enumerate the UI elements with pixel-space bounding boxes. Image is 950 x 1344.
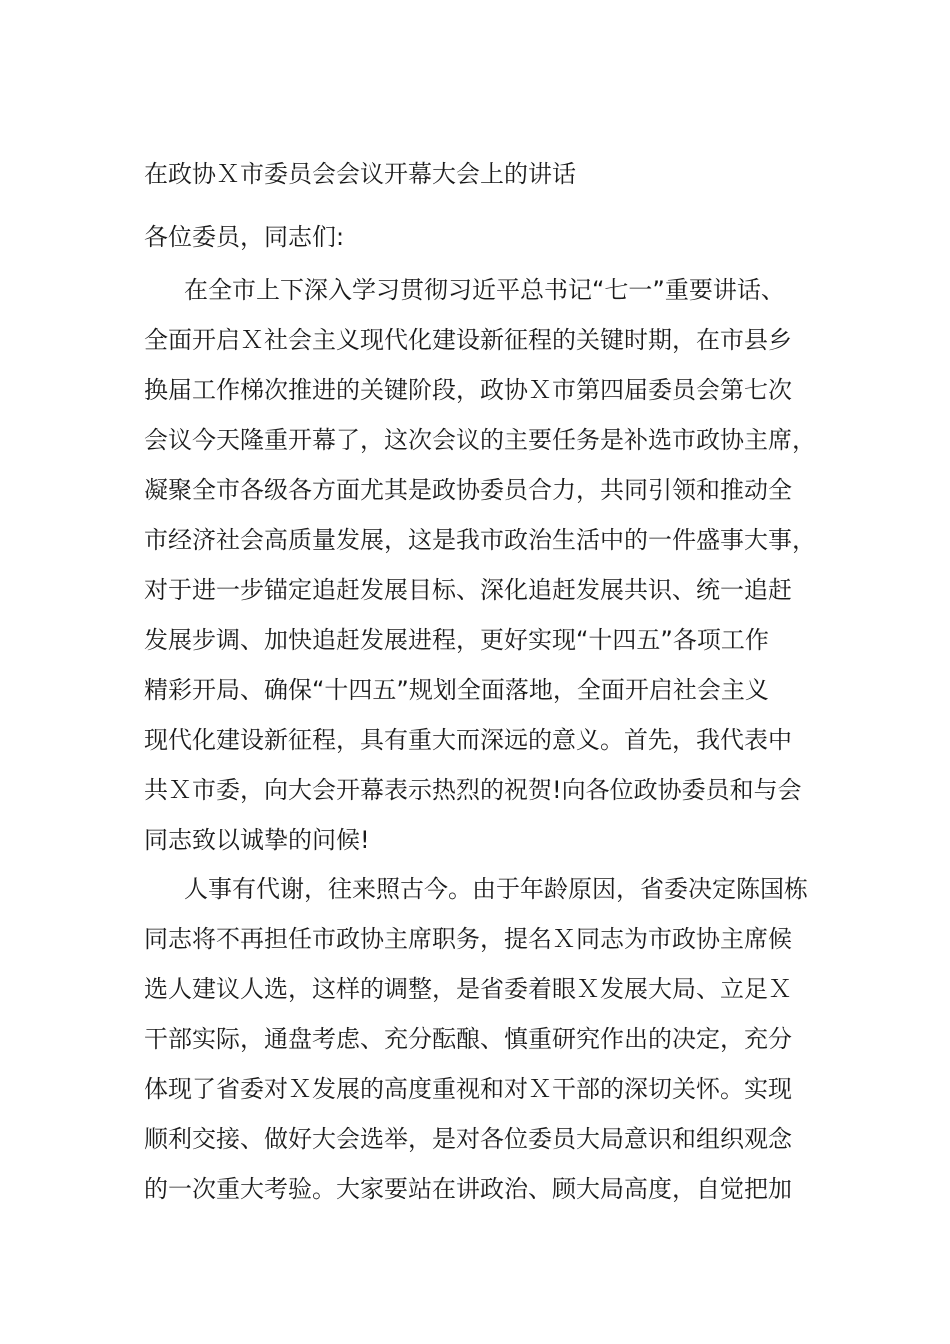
text-line: 对于进一步锚定追赶发展目标、深化追赶发展共识、统一追赶 — [144, 576, 792, 604]
text-line: 换届工作梯次推进的关键阶段，政协Ｘ市第四届委员会第七次 — [144, 376, 792, 404]
text-line: 的一次重大考验。大家要站在讲政治、顾大局高度，自觉把加 — [144, 1175, 792, 1203]
salutation: 各位委员，同志们: — [144, 223, 345, 251]
text-line: 在全市上下深入学习贯彻习近平总书记“七一”重要讲话、 — [184, 276, 785, 304]
text-line: 市经济社会高质量发展，这是我市政治生活中的一件盛事大事， — [144, 526, 816, 554]
text-line: 顺利交接、做好大会选举，是对各位委员大局意识和组织观念 — [144, 1125, 792, 1153]
text-line: 发展步调、加快追赶发展进程，更好实现“十四五”各项工作 — [144, 626, 769, 654]
text-line: 凝聚全市各级各方面尤其是政协委员合力，共同引领和推动全 — [144, 476, 792, 504]
text-line: 体现了省委对Ｘ发展的高度重视和对Ｘ干部的深切关怀。实现 — [144, 1075, 792, 1103]
text-line: 共Ｘ市委，向大会开幕表示热烈的祝贺!向各位政协委员和与会 — [144, 776, 802, 804]
text-line: 人事有代谢，往来照古今。由于年龄原因，省委决定陈国栋 — [184, 875, 808, 903]
text-line: 选人建议人选，这样的调整，是省委着眼Ｘ发展大局、立足Ｘ — [144, 975, 792, 1003]
document-title: 在政协Ｘ市委员会会议开幕大会上的讲话 — [144, 160, 576, 188]
text-line: 同志致以诚挚的问候! — [144, 826, 370, 854]
text-line: 会议今天隆重开幕了，这次会议的主要任务是补选市政协主席， — [144, 426, 816, 454]
text-line: 干部实际，通盘考虑、充分酝酿、慎重研究作出的决定，充分 — [144, 1025, 792, 1053]
text-line: 同志将不再担任市政协主席职务，提名Ｘ同志为市政协主席候 — [144, 925, 792, 953]
text-line: 全面开启Ｘ社会主义现代化建设新征程的关键时期，在市县乡 — [144, 326, 792, 354]
text-line: 现代化建设新征程，具有重大而深远的意义。首先，我代表中 — [144, 726, 792, 754]
text-line: 精彩开局、确保“十四五”规划全面落地，全面开启社会主义 — [144, 676, 769, 704]
